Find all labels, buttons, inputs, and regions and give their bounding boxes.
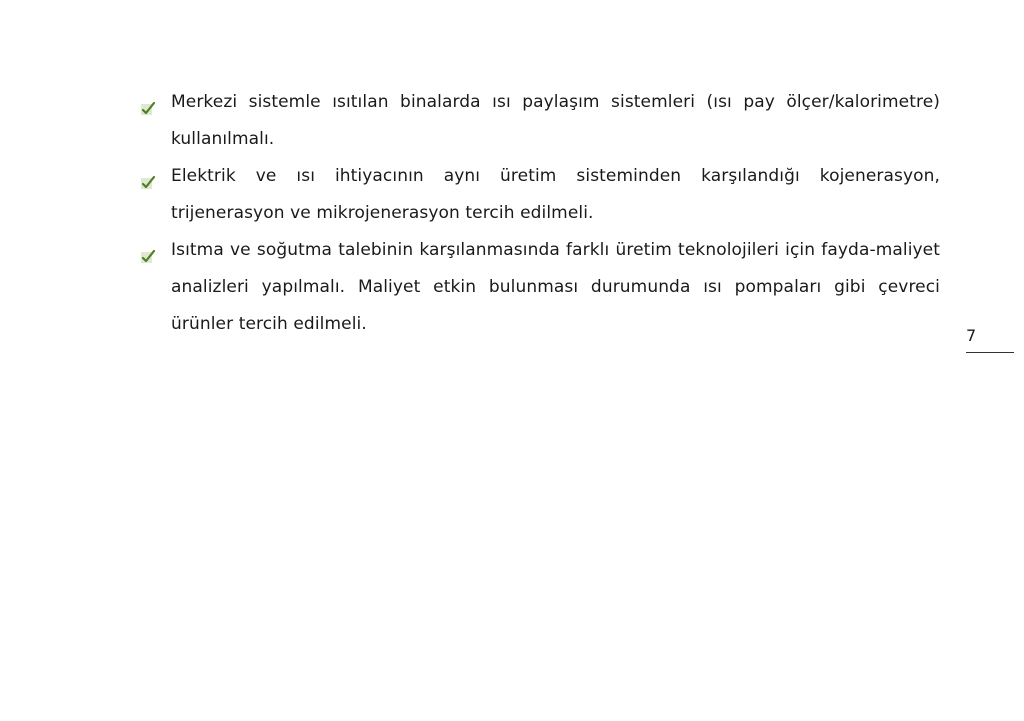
checkmark-icon — [140, 168, 158, 184]
checkmark-icon — [140, 242, 158, 258]
checkmark-icon — [140, 94, 158, 110]
page-number: 7 — [966, 326, 977, 345]
list-item — [140, 232, 940, 343]
list-item-text: Elektrik ve ısı ihtiyacının aynı üretim sisteminden karşılandığı kojenerasyon, trijenerasyon ve mikrojenerasyon tercih edilmeli. — [171, 166, 940, 223]
list-item — [140, 84, 940, 158]
list-item-text: Isıtma ve soğutma talebinin karşılanmasında farklı üretim teknolojileri için fayda-maliyet analizleri yapılmalı. Maliyet etkin bulunması durumunda ısı pompaları gibi çevreci ürünler tercih edilmeli. — [171, 240, 940, 334]
recommendation-list — [140, 84, 940, 343]
page-number-divider — [966, 352, 1014, 353]
list-item — [140, 158, 940, 232]
list-item-text: Merkezi sistemle ısıtılan binalarda ısı paylaşım sistemleri (ısı pay ölçer/kalorimetre) kullanılmalı. — [171, 92, 940, 149]
